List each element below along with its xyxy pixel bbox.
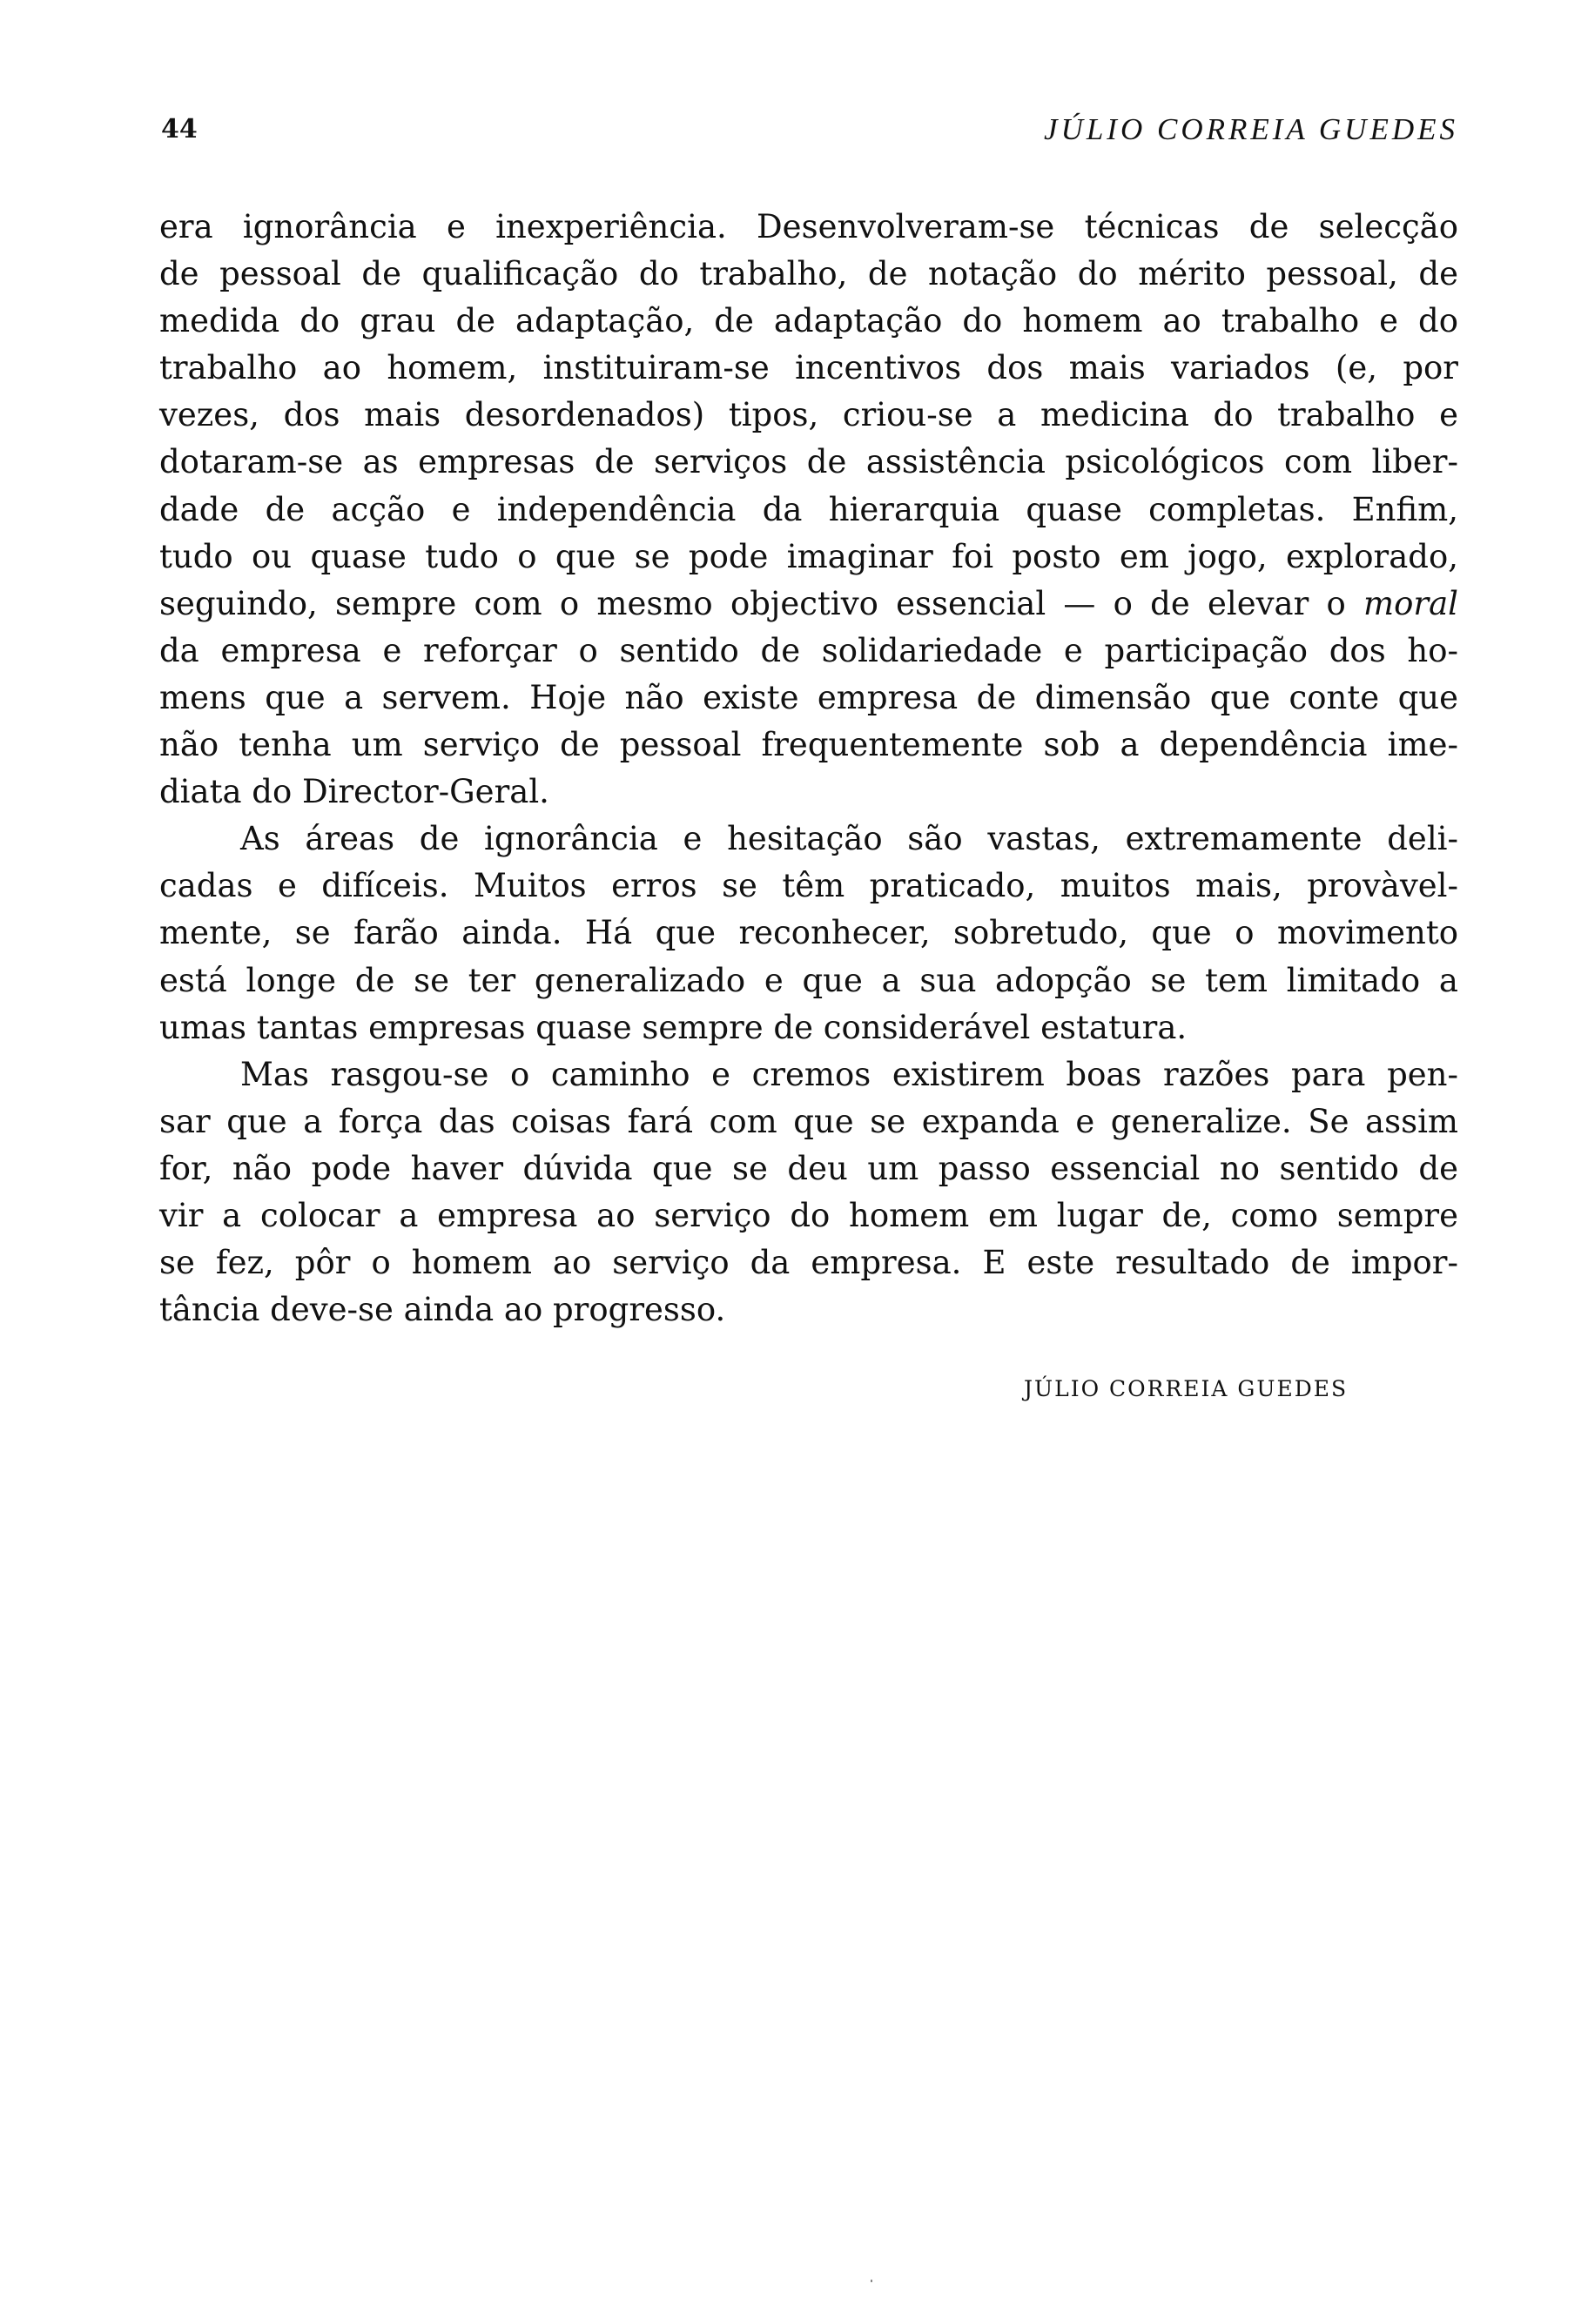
- scan-speck: [871, 2280, 872, 2282]
- text-line: diata do Director-Geral.: [159, 773, 549, 811]
- text-line: se fez, pôr o homem ao serviço da empresa. E este resultado de impor-: [159, 1244, 1458, 1282]
- text-line: mente, se farão ainda. Há que reconhecer, sobretudo, que o movimento: [159, 914, 1458, 952]
- text-line-part: seguindo, sempre com o mesmo objectivo essencial — o de elevar o: [159, 584, 1364, 622]
- text-line: tância deve-se ainda ao progresso.: [159, 1291, 726, 1329]
- text-line: medida do grau de adaptação, de adaptação do homem ao trabalho e do: [159, 302, 1458, 340]
- text-line: trabalho ao homem, instituiram-se incentivos dos mais variados (e, por: [159, 349, 1458, 387]
- text-line: da empresa e reforçar o sentido de solidariedade e participação dos ho-: [159, 631, 1458, 669]
- text-line: vezes, dos mais desordenados) tipos, criou-se a medicina do trabalho e: [159, 396, 1458, 434]
- text-line: cadas e difíceis. Muitos erros se têm praticado, muitos mais, provàvel-: [159, 867, 1458, 905]
- text-line: for, não pode haver dúvida que se deu um passo essencial no sentido de: [159, 1149, 1458, 1187]
- text-line: vir a colocar a empresa ao serviço do homem em lugar de, como sempre: [159, 1196, 1458, 1234]
- text-line: não tenha um serviço de pessoal frequentemente sob a dependência ime-: [159, 726, 1458, 764]
- text-line: Mas rasgou-se o caminho e cremos existirem boas razões para pen-: [240, 1055, 1458, 1093]
- text-line: era ignorância e inexperiência. Desenvolveram-se técnicas de selecção: [159, 208, 1458, 245]
- author-signature: JÚLIO CORREIA GUEDES: [1024, 1376, 1349, 1401]
- body-text: [159, 204, 1458, 1333]
- emphasis-moral: moral: [1363, 584, 1458, 622]
- text-line: está longe de se ter generalizado e que a sua adopção se tem limitado a: [159, 961, 1458, 999]
- text-line: dade de acção e independência da hierarquia quase completas. Enfim,: [159, 490, 1458, 528]
- text-line: sar que a força das coisas fará com que se expanda e generalize. Se assim: [159, 1102, 1458, 1140]
- page-number: 44: [161, 114, 198, 144]
- text-line: [159, 581, 1458, 628]
- text-line: As áreas de ignorância e hesitação são vastas, extremamente deli-: [240, 820, 1458, 858]
- text-line: umas tantas empresas quase sempre de considerável estatura.: [159, 1008, 1188, 1046]
- text-line: dotaram-se as empresas de serviços de assistência psicológicos com liber-: [159, 443, 1458, 481]
- running-title: JÚLIO CORREIA GUEDES: [1044, 112, 1458, 146]
- text-line: de pessoal de qualificação do trabalho, de notação do mérito pessoal, de: [159, 255, 1458, 293]
- running-head: [161, 108, 1458, 151]
- text-line: tudo ou quase tudo o que se pode imaginar foi posto em jogo, explorado,: [159, 537, 1458, 575]
- text-line: mens que a servem. Hoje não existe empresa de dimensão que conte que: [159, 678, 1458, 716]
